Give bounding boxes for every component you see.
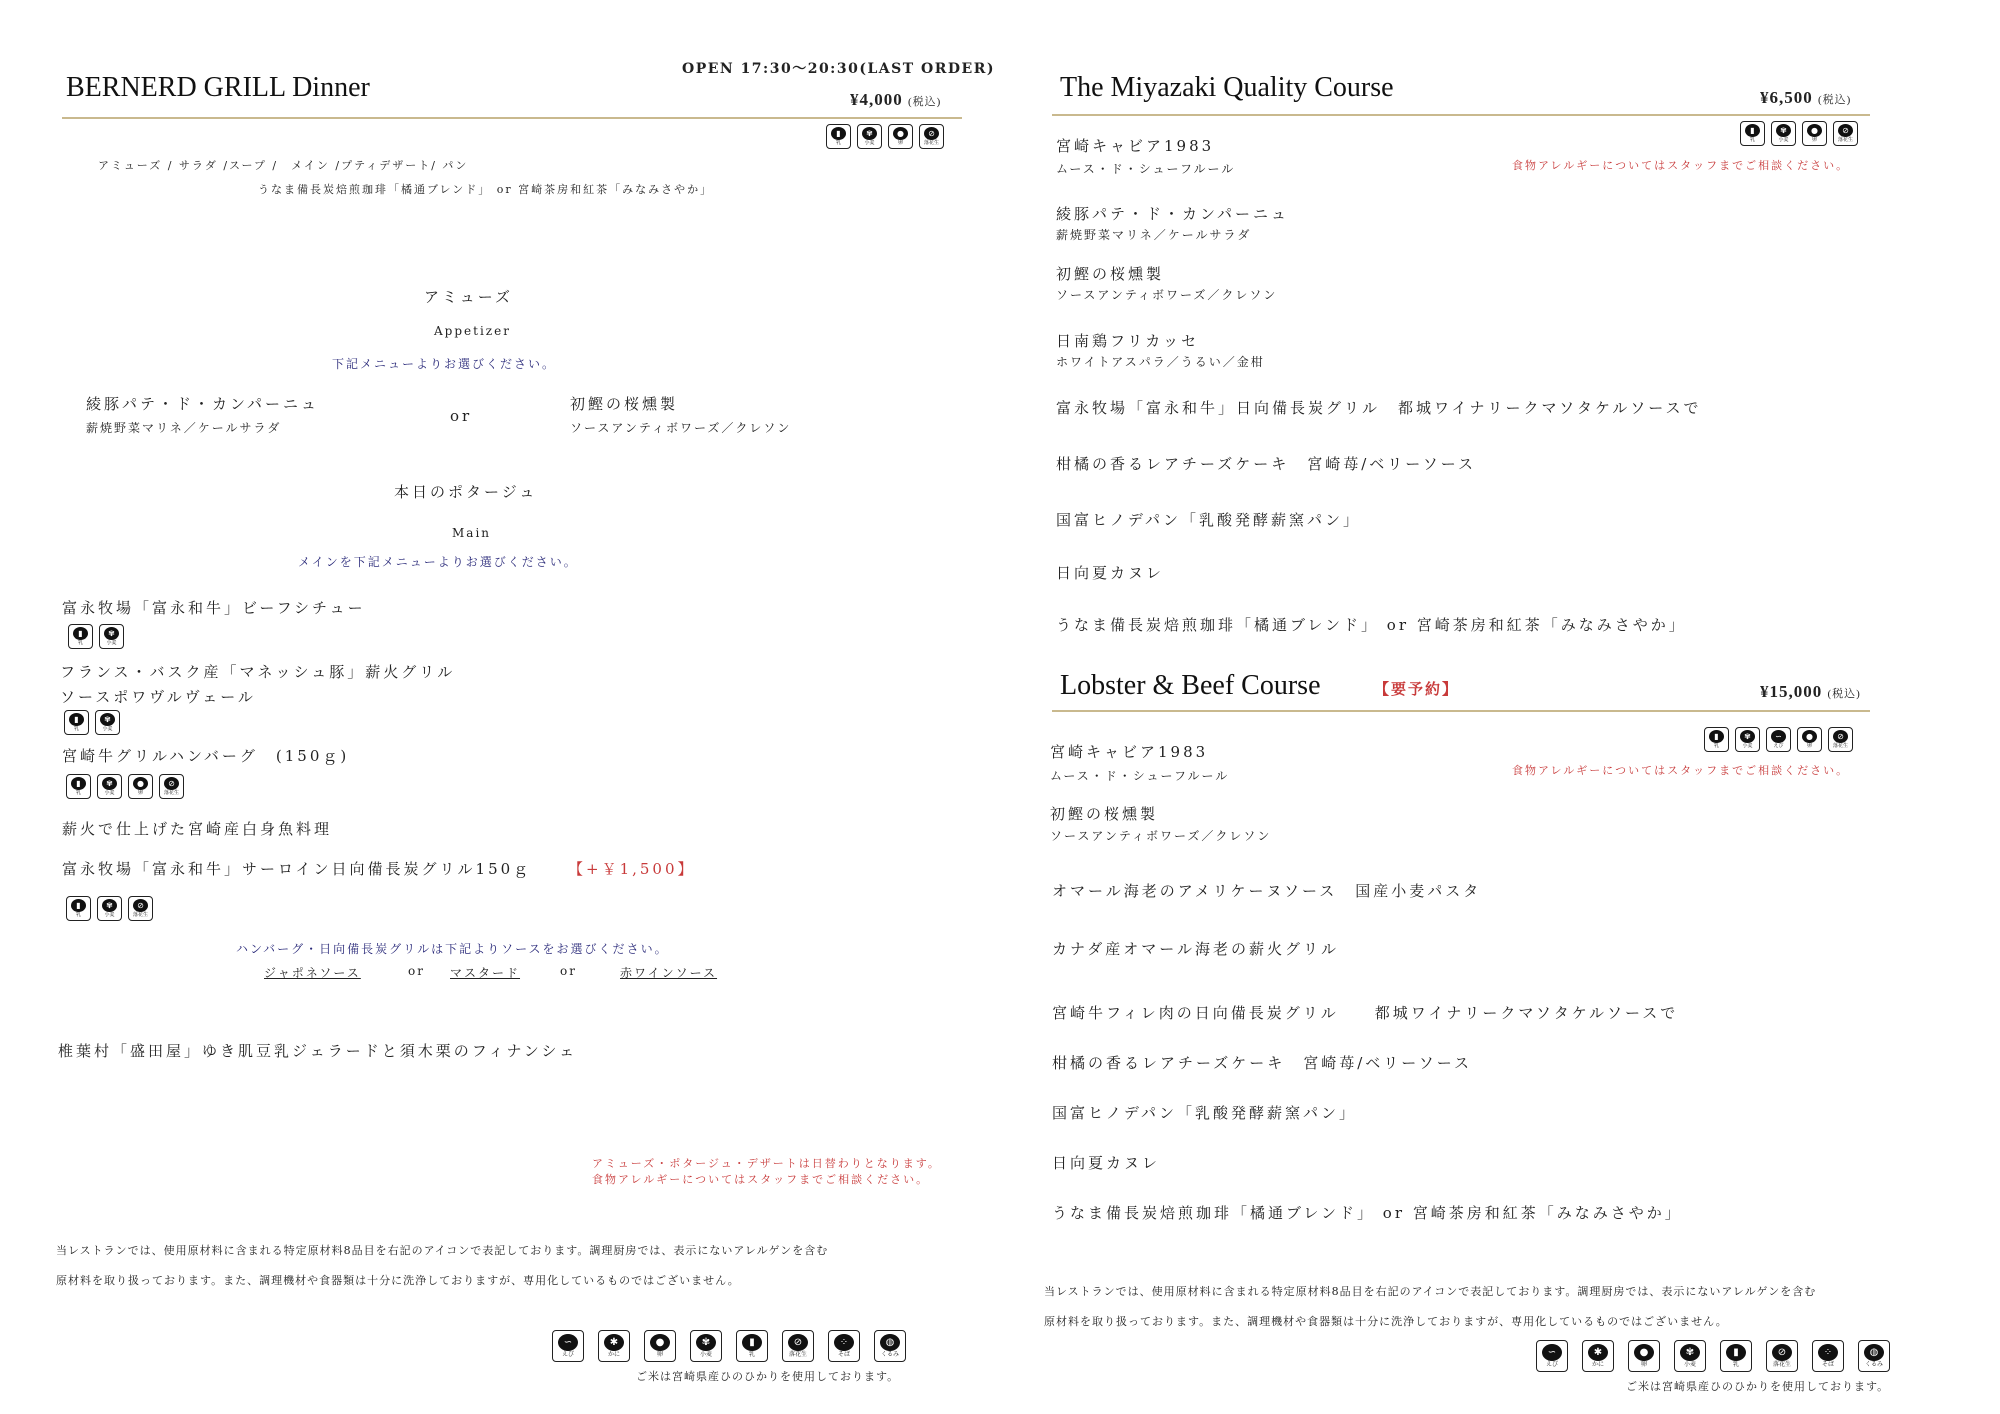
egg-icon: ● 卵: [128, 774, 153, 799]
left-price: [850, 90, 941, 110]
miyazaki-item-1b: ムース・ド・シューフルール: [1056, 162, 1236, 176]
lobster-item-5: 宮崎牛フィレ肉の日向備長炭グリル 都城ワイナリークマソタケルソースで: [1052, 1004, 1679, 1022]
main-5: 富永牧場「富永和牛」サーロイン日向備長炭グリル150ｇ: [62, 860, 532, 878]
main-choose: メインを下記メニューよりお選びください。: [298, 555, 578, 569]
miyazaki-item-3a: 初鰹の桜燻製: [1056, 265, 1165, 283]
peanut-icon: ⊘ 落花生: [1766, 1340, 1798, 1372]
miyazaki-price-tax: (税込): [1818, 94, 1852, 106]
option-a-name: 綾豚パテ・ド・カンパーニュ: [86, 395, 319, 413]
left-title: BERNERD GRILL Dinner: [66, 72, 370, 103]
milk-icon: ▮ 乳: [1704, 727, 1729, 752]
lobster-allergen-icons: [1704, 727, 1853, 752]
option-b-sub: ソースアンティボワーズ／クレソン: [570, 421, 792, 435]
left-note-1: アミューズ・ポタージュ・デザートは日替わりとなります。: [592, 1157, 941, 1170]
miyazaki-allergen-icons: [1740, 121, 1858, 146]
miyazaki-item-3b: ソースアンティボワーズ／クレソン: [1056, 288, 1278, 302]
egg-icon: ● 卵: [1802, 121, 1827, 146]
miyazaki-item-4a: 日南鶏フリカッセ: [1056, 332, 1200, 350]
lobster-item-6: 柑橘の香るレアチーズケーキ 宮崎苺/ベリーソース: [1052, 1054, 1472, 1072]
milk-icon: ▮ 乳: [68, 624, 93, 649]
shrimp-icon: ∽ えび: [552, 1330, 584, 1362]
main-5-icons: [66, 896, 153, 921]
peanut-icon: ⊘ 落花生: [128, 896, 153, 921]
lobster-title-rule: [1052, 710, 1870, 712]
miyazaki-item-8: 日向夏カヌレ: [1056, 564, 1165, 582]
sauce-1: ジャポネソース: [264, 966, 361, 980]
miyazaki-price-value: ¥6,500: [1760, 88, 1813, 107]
main-1-icons: [68, 624, 124, 649]
main-1: 富永牧場「富永和牛」ビーフシチュー: [62, 599, 366, 617]
lobster-item-7: 国富ヒノデパン「乳酸発酵薪窯パン」: [1052, 1104, 1357, 1122]
miyazaki-allergy-note: 食物アレルギーについてはスタッフまでご相談ください。: [1512, 159, 1850, 172]
lobster-allergy-note: 食物アレルギーについてはスタッフまでご相談ください。: [1512, 764, 1850, 777]
wheat-icon: ✾ 小麦: [99, 624, 124, 649]
lobster-item-4: カナダ産オマール海老の薪火グリル: [1052, 940, 1339, 958]
left-hours: OPEN 17:30～20:30(LAST ORDER): [682, 61, 995, 77]
miyazaki-item-6: 柑橘の香るレアチーズケーキ 宮崎苺/ベリーソース: [1056, 455, 1476, 473]
lobster-item-8: 日向夏カヌレ: [1052, 1154, 1161, 1172]
lobster-price-tax: (税込): [1827, 688, 1861, 700]
miyazaki-title: The Miyazaki Quality Course: [1060, 72, 1394, 103]
wheat-icon: ✾ 小麦: [1735, 727, 1760, 752]
lobster-reserve: 【要予約】: [1374, 680, 1460, 698]
soba-icon: ⁘ そば: [828, 1330, 860, 1362]
milk-icon: ▮ 乳: [1740, 121, 1765, 146]
peanut-icon: ⊘ 落花生: [919, 124, 944, 149]
left-title-rule: [62, 117, 962, 119]
egg-icon: ● 卵: [888, 124, 913, 149]
peanut-icon: ⊘ 落花生: [1833, 121, 1858, 146]
egg-icon: ● 卵: [1628, 1340, 1660, 1372]
lobster-price: [1760, 682, 1861, 702]
milk-icon: ▮ 乳: [736, 1330, 768, 1362]
miyazaki-item-2b: 薪焼野菜マリネ／ケールサラダ: [1056, 228, 1252, 242]
crab-icon: ✱ かに: [598, 1330, 630, 1362]
peanut-icon: ⊘ 落花生: [782, 1330, 814, 1362]
main-2b: ソースポワヴルヴェール: [60, 688, 256, 706]
left-disclaimer-2: 原材料を取り扱っております。また、調理機材や食器類は十分に洗浄しておりますが、専用化しているものではございません。: [56, 1274, 740, 1287]
left-rice-note: ご米は宮崎県産ひのひかりを使用しております。: [636, 1370, 900, 1383]
walnut-icon: ◍ くるみ: [1858, 1340, 1890, 1372]
miyazaki-item-4b: ホワイトアスパラ／うるい／金柑: [1056, 355, 1265, 369]
main-2a: フランス・バスク産「マネッシュ豚」薪火グリル: [60, 663, 456, 681]
option-a-sub: 薪焼野菜マリネ／ケールサラダ: [86, 421, 282, 435]
left-allergen-icons: [826, 124, 944, 149]
dessert: 椎葉村「盛田屋」ゆき肌豆乳ジェラードと須木栗のフィナンシェ: [58, 1042, 578, 1060]
milk-icon: ▮ 乳: [64, 710, 89, 735]
right-disclaimer-1: 当レストランでは、使用原材料に含まれる特定原材料8品目を右記のアイコンで表記しております。調理厨房では、表示にないアレルゲンを含む: [1044, 1285, 1817, 1298]
egg-icon: ● 卵: [644, 1330, 676, 1362]
lobster-item-1a: 宮崎キャビア1983: [1050, 743, 1209, 761]
miyazaki-price: [1760, 88, 1851, 108]
milk-icon: ▮ 乳: [826, 124, 851, 149]
right-rice-note: ご米は宮崎県産ひのひかりを使用しております。: [1626, 1380, 1890, 1393]
lobster-title: Lobster & Beef Course: [1060, 670, 1321, 701]
left-note-2: 食物アレルギーについてはスタッフまでご相談ください。: [592, 1173, 930, 1186]
lobster-price-value: ¥15,000: [1760, 682, 1823, 701]
miyazaki-item-2a: 綾豚パテ・ド・カンパーニュ: [1056, 205, 1289, 223]
sauce-choose: ハンバーグ・日向備長炭グリルは下記よりソースをお選びください。: [236, 942, 669, 956]
left-course-line: アミューズ / サラダ /スープ / メイン /プティデザート/ パン: [98, 159, 469, 172]
left-disclaimer-1: 当レストランでは、使用原材料に含まれる特定原材料8品目を右記のアイコンで表記しております。調理厨房では、表示にないアレルゲンを含む: [56, 1244, 829, 1257]
milk-icon: ▮ 乳: [66, 896, 91, 921]
soba-icon: ⁘ そば: [1812, 1340, 1844, 1372]
walnut-icon: ◍ くるみ: [874, 1330, 906, 1362]
lobster-item-2b: ソースアンティボワーズ／クレソン: [1050, 829, 1272, 843]
miyazaki-item-5: 富永牧場「富永和牛」日向備長炭グリル 都城ワイナリークマソタケルソースで: [1056, 399, 1702, 417]
left-drink-line: うなま備長炭焙煎珈琲「橘通ブレンド」 or 宮崎茶房和紅茶「みなみさやか」: [258, 183, 714, 196]
peanut-icon: ⊘ 落花生: [1828, 727, 1853, 752]
main-4: 薪火で仕上げた宮崎産白身魚料理: [62, 820, 333, 838]
main-5-extra: 【+￥1,500】: [568, 860, 696, 878]
option-b-name: 初鰹の桜燻製: [570, 395, 679, 413]
main-2-icons: [64, 710, 120, 735]
potage: 本日のポタージュ: [394, 483, 538, 501]
sauce-or-1: or: [408, 964, 425, 978]
amuse-heading: アミューズ: [424, 288, 513, 306]
miyazaki-item-7: 国富ヒノデパン「乳酸発酵薪窯パン」: [1056, 511, 1361, 529]
egg-icon: ● 卵: [1797, 727, 1822, 752]
sauce-3: 赤ワインソース: [620, 966, 718, 980]
left-legend-icons: [552, 1330, 906, 1362]
lobster-item-3: オマール海老のアメリケーヌソース 国産小麦パスタ: [1052, 882, 1482, 900]
wheat-icon: ✾ 小麦: [857, 124, 882, 149]
appetizer-choose: 下記メニューよりお選びください。: [332, 357, 557, 371]
miyazaki-title-rule: [1052, 114, 1870, 116]
sauce-2: マスタード: [450, 966, 521, 980]
wheat-icon: ✾ 小麦: [97, 896, 122, 921]
lobster-item-9: うなま備長炭焙煎珈琲「橘通ブレンド」 or 宮崎茶房和紅茶「みなみさやか」: [1052, 1204, 1683, 1222]
peanut-icon: ⊘ 落花生: [159, 774, 184, 799]
crab-icon: ✱ かに: [1582, 1340, 1614, 1372]
shrimp-icon: ∽ えび: [1766, 727, 1791, 752]
wheat-icon: ✾ 小麦: [97, 774, 122, 799]
main-3: 宮崎牛グリルハンバーグ (150ｇ): [62, 747, 350, 765]
wheat-icon: ✾ 小麦: [1674, 1340, 1706, 1372]
left-price-tax: (税込): [908, 96, 942, 108]
wheat-icon: ✾ 小麦: [1771, 121, 1796, 146]
wheat-icon: ✾ 小麦: [95, 710, 120, 735]
lobster-item-1b: ムース・ド・シューフルール: [1050, 769, 1230, 783]
right-disclaimer-2: 原材料を取り扱っております。また、調理機材や食器類は十分に洗浄しておりますが、専用化しているものではございません。: [1044, 1315, 1728, 1328]
miyazaki-item-9: うなま備長炭焙煎珈琲「橘通ブレンド」 or 宮崎茶房和紅茶「みなみさやか」: [1056, 616, 1687, 634]
main-label: Main: [452, 526, 492, 540]
right-legend-icons: [1536, 1340, 1890, 1372]
appetizer-label: Appetizer: [434, 324, 511, 338]
sauce-or-2: or: [560, 964, 577, 978]
wheat-icon: ✾ 小麦: [690, 1330, 722, 1362]
miyazaki-item-1a: 宮崎キャビア1983: [1056, 137, 1215, 155]
milk-icon: ▮ 乳: [1720, 1340, 1752, 1372]
lobster-item-2a: 初鰹の桜燻製: [1050, 805, 1159, 823]
option-or: or: [450, 407, 473, 425]
left-price-value: ¥4,000: [850, 90, 903, 109]
main-3-icons: [66, 774, 184, 799]
milk-icon: ▮ 乳: [66, 774, 91, 799]
shrimp-icon: ∽ えび: [1536, 1340, 1568, 1372]
